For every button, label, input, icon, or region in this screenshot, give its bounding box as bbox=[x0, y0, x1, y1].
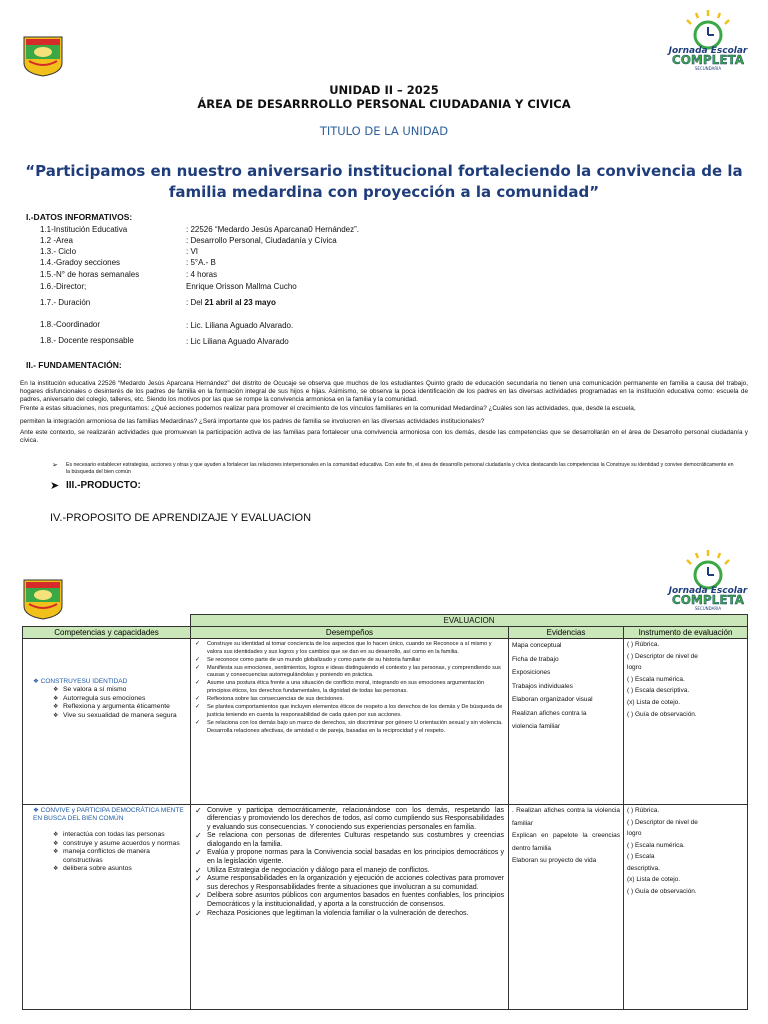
desempeno-item: ✓ Se plantea comportamientos que incluyen elementos éticos de respeto a los derechos de los demás y De búsqueda de justicia teniendo en cuenta la responsabilidad de cada quien por sus acciones. bbox=[195, 704, 504, 719]
desempenos-cell bbox=[191, 805, 509, 1010]
instrumentos-cell bbox=[624, 805, 748, 1010]
instrumento-item: ( ) Rúbrica. bbox=[627, 641, 660, 648]
evidencia-item: Ficha de trabajo bbox=[512, 655, 559, 663]
instrumento-item: ( ) Guía de observación. bbox=[627, 710, 697, 718]
desempeno-item: ✓ Asume una postura ética frente a una situación de conflicto moral, integrando en sus emociones argumentación principios éticos, los derechos fundamentales, la dignidad de todas las personas. bbox=[195, 680, 504, 695]
evidencias-cell bbox=[509, 639, 624, 805]
capacidad-item: ❖ maneja conflictos de manera constructivas bbox=[53, 848, 184, 865]
arrow-icon: ➤ bbox=[50, 480, 60, 492]
instrumento-item: (x) Lista de cotejo. bbox=[627, 876, 681, 883]
instrumento-item: ( ) Guía de observación. bbox=[627, 887, 697, 895]
evidencia-item: Elaboran su proyecto de vida bbox=[512, 857, 597, 864]
diamond-icon: ❖ bbox=[33, 678, 41, 685]
table-eval-header-row bbox=[23, 615, 748, 627]
duracion-prefix: : Del bbox=[186, 298, 205, 307]
table-column-header-row bbox=[23, 627, 748, 639]
desempeno-item: ✓ Rechaza Posiciones que legitiman la violencia familiar o la vulneración de derechos. bbox=[195, 910, 504, 918]
evidencia-item: Explican en papelote la creencias dentro familia bbox=[512, 832, 620, 852]
datos-label: 1.6.-Director; bbox=[40, 282, 87, 291]
column-header: Desempeños bbox=[191, 627, 509, 639]
competencia-title bbox=[23, 639, 190, 685]
evidencia-item: Trabajos individuales bbox=[512, 682, 573, 690]
capacidad-item: ❖ Vive su sexualidad de manera segura bbox=[53, 712, 190, 721]
jec-text-line1: Jornada Escolar bbox=[668, 46, 748, 56]
datos-label: 1.2 -Area bbox=[40, 236, 73, 245]
table-row bbox=[23, 639, 748, 805]
datos-value: : Desarrollo Personal, Ciudadanía y Cívica bbox=[186, 236, 337, 245]
fundamentacion-bullet: Es necesario establecer estrategias, acciones y otras y que ayuden a fortalecer las relaciones interpersonales en la comunidad educativa. Con este fin, el área de desarrollo personal ciudadanía y cívica destacando las competencias la Construye su identidad y convive democráticamente en la búsqueda del bien común bbox=[66, 462, 734, 475]
instrumento-item: ( ) Descriptor de nivel de bbox=[627, 652, 698, 660]
desempeno-item: ✓ Se relaciona con personas de diferentes Culturas respetando sus costumbres y creencias dialogando en la familia. bbox=[195, 832, 504, 849]
capacidad-item: ❖ interactúa con todas las personas bbox=[53, 831, 184, 840]
datos-label: 1.5.-N° de horas semanales bbox=[40, 270, 140, 279]
competencia-name: CONVIVE y PARTICIPA DEMOCRÁTICA MENTE EN BUSCA DEL BIEN COMÚN bbox=[33, 807, 184, 822]
datos-value: : Lic. Liliana Aguado Alvarado. bbox=[186, 321, 294, 330]
datos-label: 1.8.- Docente responsable bbox=[40, 336, 134, 345]
desempeno-item: ✓ Asume responsabilidades en la organización y ejecución de acciones colectivas para promover sus derechos y Responsabilidades frente a situaciones que involucran a su comunidad. bbox=[195, 875, 504, 892]
duracion-dates: 21 abril al 23 mayo bbox=[204, 298, 276, 307]
desempenos-cell bbox=[191, 639, 509, 805]
unit-title-label: TITULO DE LA UNIDAD bbox=[319, 124, 449, 138]
desempeno-item: ✓ Se relaciona con los demás bajo un marco de derechos, sin discriminar por género U orientación sexual y sin violencia. Desarrolla relaciones afectivas, de amistad o de pareja, basadas en la reciprocidad y el respeto. bbox=[195, 720, 504, 735]
evidencia-item: . Realizan afiches contra la violencia familiar bbox=[512, 807, 620, 827]
desempeno-item: ✓ Se reconoce como parte de un mundo globalizado y como parte de su historia familiar bbox=[195, 657, 504, 665]
instrumento-item: ( ) Escala numérica. bbox=[627, 841, 685, 849]
duracion-value bbox=[186, 298, 276, 307]
desempeno-item: ✓ Delibera sobre asuntos públicos con argumentos basados en fuentes confiables, los principios Democráticos y la institucionalidad, y aporta a la construcción de consensos. bbox=[195, 892, 504, 909]
capacidad-item: ❖ Se valora a sí mismo bbox=[53, 686, 190, 695]
evaluation-table bbox=[22, 614, 748, 1010]
datos-label: 1.8.-Coordinador bbox=[40, 320, 101, 329]
competencia-cell bbox=[23, 639, 191, 805]
instrumento-item: ( ) Rúbrica. bbox=[627, 807, 660, 814]
diamond-icon: ❖ bbox=[33, 807, 41, 814]
capacidades-list bbox=[23, 686, 190, 720]
jec-text-line2: COMPLETA bbox=[671, 53, 745, 67]
instrumento-item: ( ) Escala bbox=[627, 853, 655, 860]
empty-cell bbox=[23, 615, 191, 627]
datos-label: 1.4.-Gradoy secciones bbox=[40, 258, 121, 267]
main-title: “Participamos en nuestro aniversario institucional fortaleciendo la convivencia de la familia medardina con proyección a la comunidad” bbox=[25, 162, 743, 201]
table-row bbox=[23, 805, 748, 1010]
evaluacion-header: EVALUACION bbox=[191, 615, 748, 627]
evidencia-item: Elaboran organizador visual bbox=[512, 696, 593, 703]
bullet-arrow-icon: ➢ bbox=[52, 462, 58, 469]
datos-value: : 22526 “Medardo Jesús Aparcana0 Hernández”. bbox=[186, 225, 359, 234]
datos-value: : Lic Liliana Aguado Alvarado bbox=[186, 337, 289, 346]
datos-value: : 5°A.- B bbox=[186, 258, 216, 267]
instrumento-item: ( ) Descriptor de nivel de bbox=[627, 818, 698, 826]
capacidades-list bbox=[23, 831, 190, 874]
desempeno-item: ✓ Construye su identidad al tomar conciencia de los aspectos que lo hacen único, cuando se Reconoce a sí mismo y valora sus identidades y sus logros y los cambios que se dan en su desarrollo, así como en la familia. bbox=[195, 641, 504, 656]
fundamentacion-paragraph: permiten la integración armoniosa de las familias Medardinas? ¿Será importante que los padres de familia se involucren en las diversas actividades institucionales? bbox=[20, 418, 485, 425]
column-header: Evidencias bbox=[509, 627, 624, 639]
column-header: Instrumento de evaluación bbox=[624, 627, 748, 639]
desempeno-item: ✓ Utiliza Estrategia de negociación y diálogo para el manejo de conflictos. bbox=[195, 867, 504, 875]
desempeno-item: ✓ Convive y participa democráticamente, relacionándose con los demás, respetando las diferencias y promoviendo los derechos de todos, así como cumpliendo sus Responsabilidades y evaluando sus consecuencias. Y conociendo sus experiencias personales en familia. bbox=[195, 807, 504, 832]
fundamentacion-paragraph: En la institución educativa 22526 “Medardo Jesús Aparcana Hernández” del distrito de Ocucaje se observa que muchos de los estudiantes Quinto grado de educación secundaria no tienen una comunicación permanente en familia a causa del trabajo, hogares disfuncionales o desinterés de los padres de familia en la formación integral de sus hijos e hijas. Asimismo, se observa la poca identificación de los padres en las diversas actividades programadas en la institución educativa como: escuela de padres, aniversario del colegio, talleres, etc. Siendo los motivos por las que se rompe la convivencia armoniosa en la familia y la comunidad. bbox=[20, 380, 748, 403]
competencia-title bbox=[23, 805, 190, 823]
desempeno-item: ✓ Manifiesta sus emociones, sentimientos, logros e ideas distinguiendo el contexto y las personas, y comprendiendo sus causas y consecuencias autorregulándolas y poniendo en práctica. bbox=[195, 665, 504, 680]
desempeno-item: ✓ Evalúa y propone normas para la Convivencia social basadas en los principios democráticos y en la legislación vigente. bbox=[195, 849, 504, 866]
instrumento-item: ( ) Escala numérica. bbox=[627, 675, 685, 683]
instrumento-item: (x) Lista de cotejo. bbox=[627, 698, 681, 706]
datos-value: : 4 horas bbox=[186, 270, 218, 279]
instrumento-item: logro bbox=[627, 664, 642, 672]
proposito-heading: IV.-PROPOSITO DE APRENDIZAJE Y EVALUACION bbox=[50, 512, 312, 524]
evidencia-item: violencia familiar bbox=[512, 723, 561, 730]
datos-value: Enrique Orisson Mallma Cucho bbox=[186, 282, 297, 291]
school-logo bbox=[21, 33, 65, 77]
instrumento-item: logro bbox=[627, 830, 642, 837]
instrumento-item: descriptiva. bbox=[627, 864, 660, 872]
desempeno-item: ✓ Reflexiona sobre las consecuencias de sus decisiones. bbox=[195, 696, 504, 704]
evidencia-item: Exposiciones bbox=[512, 669, 551, 676]
fundamentacion-heading: II.- FUNDAMENTACIÓN: bbox=[26, 360, 122, 370]
jornada-escolar-completa-logo bbox=[660, 8, 756, 71]
jec-text-line3: SECUNDARIA bbox=[694, 606, 722, 611]
producto-heading: III.-PRODUCTO: bbox=[66, 480, 141, 491]
evidencia-item: Mapa conceptual bbox=[512, 642, 562, 649]
datos-label: 1.3.- Ciclo bbox=[40, 247, 77, 256]
datos-label: 1.1-Institución Educativa bbox=[40, 225, 128, 234]
datos-value: : VI bbox=[186, 247, 199, 256]
jec-text-line2: COMPLETA bbox=[671, 593, 745, 607]
jec-text-line1: Jornada Escolar bbox=[668, 586, 748, 596]
fundamentacion-paragraph: Ante este contexto, se realizarán actividades que promuevan la participación activa de las familias para fortalecer una convivencia armoniosa con los demás, desde las competencias que se desarrollarán en el área de Desarrollo personal ciudadanía y cívica. bbox=[20, 429, 748, 444]
unit-heading bbox=[0, 83, 768, 111]
jec-text-line3: SECUNDARIA bbox=[694, 66, 722, 71]
instrumento-item: ( ) Escala descriptiva. bbox=[627, 687, 690, 695]
datos-label: 1.7.- Duración bbox=[40, 298, 91, 307]
fundamentacion-paragraph: Frente a estas situaciones, nos preguntamos: ¿Qué acciones podemos realizar para promover el crecimiento de los vínculos familiares en la comunidad Medardina? ¿Cuáles son las actividades, que, desde la escuela, bbox=[20, 405, 636, 412]
competencia-name: CONSTRUYESU IDENTIDAD bbox=[40, 678, 128, 685]
evidencia-item: Realizan afiches contra la bbox=[512, 709, 587, 717]
competencia-cell bbox=[23, 805, 191, 1010]
desempenos-list bbox=[191, 805, 508, 920]
area-name: ÁREA DE DESARRROLLO PERSONAL CIUDADANIA Y CIVICA bbox=[197, 97, 571, 111]
evidencias-cell bbox=[509, 805, 624, 1010]
capacidad-item: ❖ construye y asume acuerdos y normas bbox=[53, 840, 184, 849]
desempenos-list bbox=[191, 639, 508, 738]
capacidad-item: ❖ Autorregula sus emociones bbox=[53, 695, 190, 704]
jornada-escolar-completa-logo bbox=[660, 548, 756, 611]
unit-number: UNIDAD II – 2025 bbox=[329, 83, 439, 97]
instrumentos-cell bbox=[624, 639, 748, 805]
datos-heading: I.-DATOS INFORMATIVOS: bbox=[26, 212, 133, 222]
column-header: Competencias y capacidades bbox=[23, 627, 191, 639]
capacidad-item: ❖ delibera sobre asuntos bbox=[53, 865, 184, 874]
capacidad-item: ❖ Reflexiona y argumenta éticamente bbox=[53, 703, 190, 712]
